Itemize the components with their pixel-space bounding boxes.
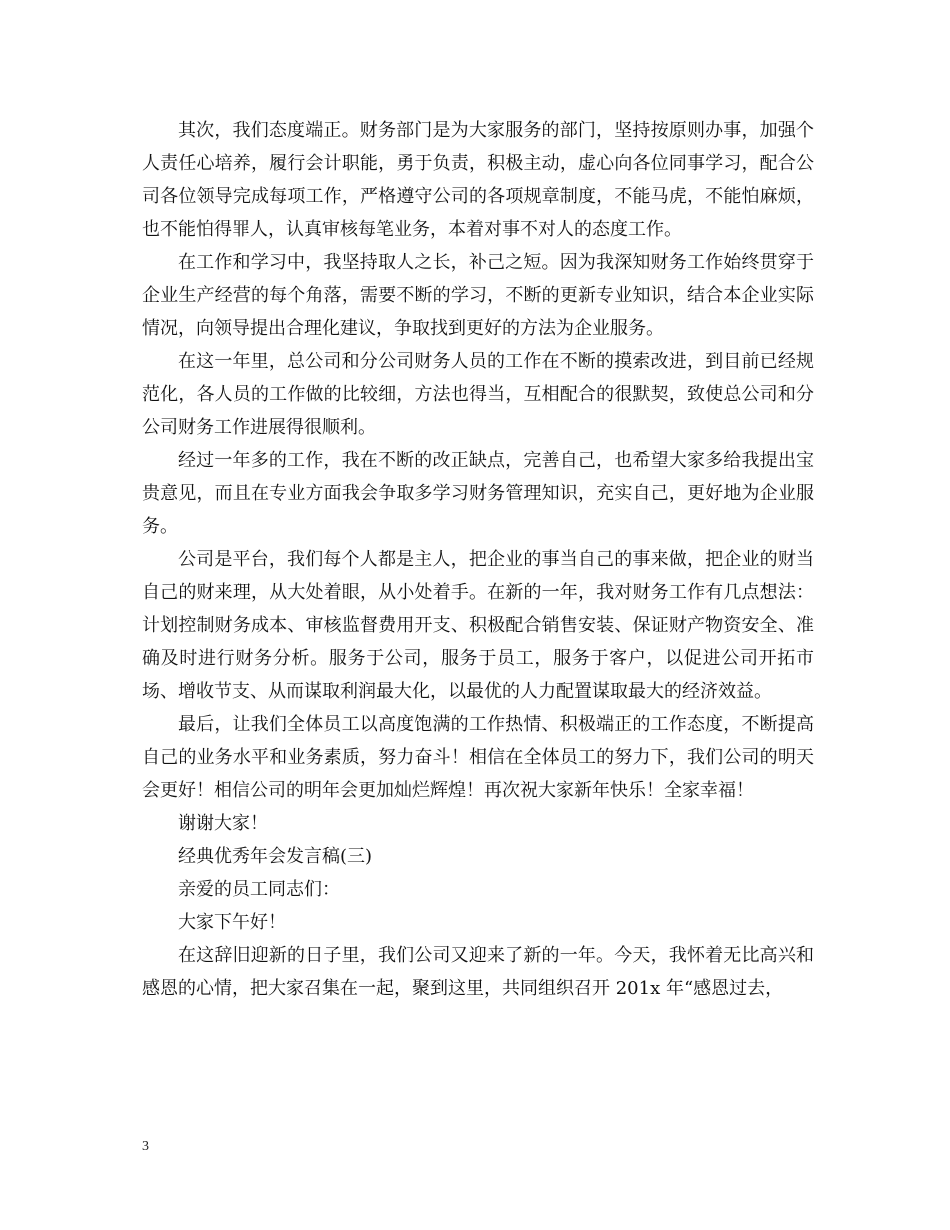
paragraph-platform: 公司是平台，我们每个人都是主人，把企业的事当自己的事来做，把企业的财当自己的财来理，从大处着眼，从小处着手。在新的一年，我对财务工作有几点想法：计划控制财务成本、审核监督费用开支、积极配合销售安装、保证财产物资安全、准确及时进行财务分析。服务于公司，服务于员工，服务于客户，以促进公司开拓市场、增收节支、从而谋取利润最大化，以最优的人力配置谋取最大的经济效益。 bbox=[142, 549, 814, 702]
page-number: 3 bbox=[142, 1139, 149, 1154]
paragraph-thanks: 谢谢大家！ bbox=[178, 813, 268, 834]
paragraph-opening: 在这辞旧迎新的日子里，我们公司又迎来了新的一年。今天，我怀着无比高兴和感恩的心情，把大家召集在一起，聚到这里，共同组织召开 201x 年“感恩过去， bbox=[142, 945, 814, 999]
paragraph-year-review: 在这一年里，总公司和分公司财务人员的工作在不断的摸索改进，到目前已经规范化，各人员的工作做的比较细，方法也得当，互相配合的很默契，致使总公司和分公司财务工作进展得很顺利。 bbox=[142, 351, 814, 438]
paragraph-learning: 在工作和学习中，我坚持取人之长，补己之短。因为我深知财务工作始终贯穿于企业生产经营的每个角落，需要不断的学习，不断的更新专业知识，结合本企业实际情况，向领导提出合理化建议，争取找到更好的方法为企业服务。 bbox=[142, 252, 814, 339]
document-body bbox=[142, 114, 814, 1005]
salutation: 亲爱的员工同志们： bbox=[178, 879, 340, 900]
paragraph-improvement: 经过一年多的工作，我在不断的改正缺点，完善自己，也希望大家多给我提出宝贵意见，而且在专业方面我会争取多学习财务管理知识，充实自己，更好地为企业服务。 bbox=[142, 450, 814, 537]
paragraph-closing: 最后，让我们全体员工以高度饱满的工作热情、积极端正的工作态度，不断提高自己的业务水平和业务素质，努力奋斗！相信在全体员工的努力下，我们公司的明天会更好！相信公司的明年会更加灿烂辉煌！再次祝大家新年快乐！全家幸福！ bbox=[142, 714, 814, 801]
paragraph-attitude: 其次，我们态度端正。财务部门是为大家服务的部门，坚持按原则办事，加强个人责任心培养，履行会计职能，勇于负责，积极主动，虚心向各位同事学习，配合公司各位领导完成每项工作，严格遵守公司的各项规章制度，不能马虎，不能怕麻烦，也不能怕得罪人，认真审核每笔业务，本着对事不对人的态度工作。 bbox=[142, 120, 814, 240]
section-heading: 经典优秀年会发言稿(三) bbox=[178, 846, 373, 867]
greeting: 大家下午好！ bbox=[178, 912, 286, 933]
